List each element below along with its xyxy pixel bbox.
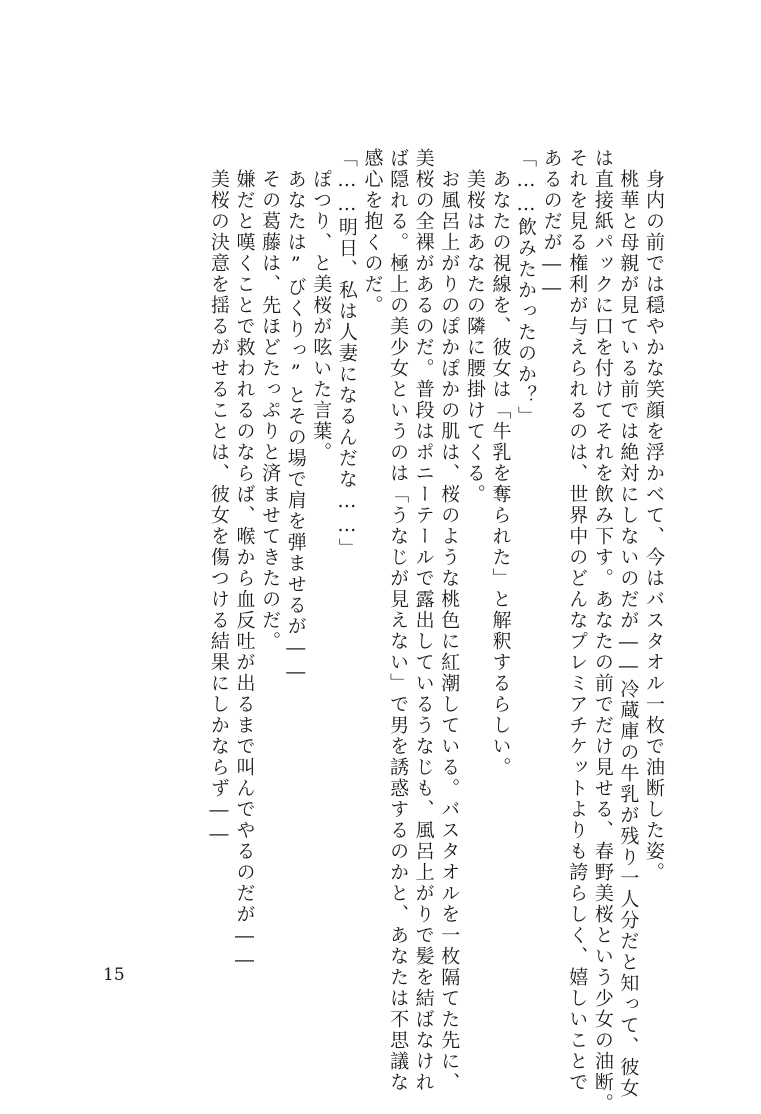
text-line: あるのだが―― <box>540 148 563 301</box>
text-line: 嫌だと嘆くことで救われるのならば、喉から血反吐が出るまで叫んでやるのだが―― <box>233 148 256 973</box>
text-line: お風呂上がりのぽかぽかの肌は、桜のような桃色に紅潮している。バスタオルを一枚隔てた先に、 <box>438 148 461 1093</box>
text-line: あなたは”びくりっ”とその場で肩を弾ませるが―― <box>284 148 307 685</box>
text-line: は直接紙パックに口を付けてそれを飲み下す。あなたの前でだけ見せる、春野美桜という少女の油断。 <box>591 148 614 1114</box>
text-line: 美桜の決意を揺るがせることは、彼女を傷つける結果にしかならず―― <box>207 148 230 847</box>
text-line: 感心を抱くのだ。 <box>361 148 384 316</box>
vertical-text-body <box>205 148 666 1114</box>
text-line: 「……飲みたかったのか？」 <box>515 148 538 427</box>
text-line: 身内の前では穏やかな笑顔を浮かべて、今はバスタオル一枚で油断した姿。 <box>643 148 665 883</box>
text-line: その葛藤は、先ほどたっぷりと済ませてきたのだ。 <box>259 148 282 652</box>
text-line: 桃華と母親が見ている前では絶対にしないのだが――冷蔵庫の牛乳が残り一人分だと知って、彼女 <box>617 148 640 1099</box>
text-line: 「……明日、私は人妻になるんだな……」 <box>335 148 358 559</box>
text-line: それを見る権利が与えられるのは、世界中のどんなプレミアチケットよりも誇らしく、嬉しいことで <box>566 148 589 1093</box>
text-line: 美桜の全裸があるのだ。普段はポニーテールで露出しているうなじも、風呂上がりで髪を結ばなけれ <box>412 148 435 1093</box>
page-number: 15 <box>103 965 125 985</box>
text-line: ぽつり、と美桜が呟いた言葉。 <box>310 148 333 463</box>
text-line: 美桜はあなたの隣に腰掛けてくる。 <box>463 148 486 505</box>
text-line: あなたの視線を、彼女は「牛乳を奪られた」と解釈するらしい。 <box>489 148 512 778</box>
text-line: ば隠れる。極上の美少女というのは「うなじが見えない」で男を誘惑するのかと、あなたは不思議な <box>387 148 410 1093</box>
